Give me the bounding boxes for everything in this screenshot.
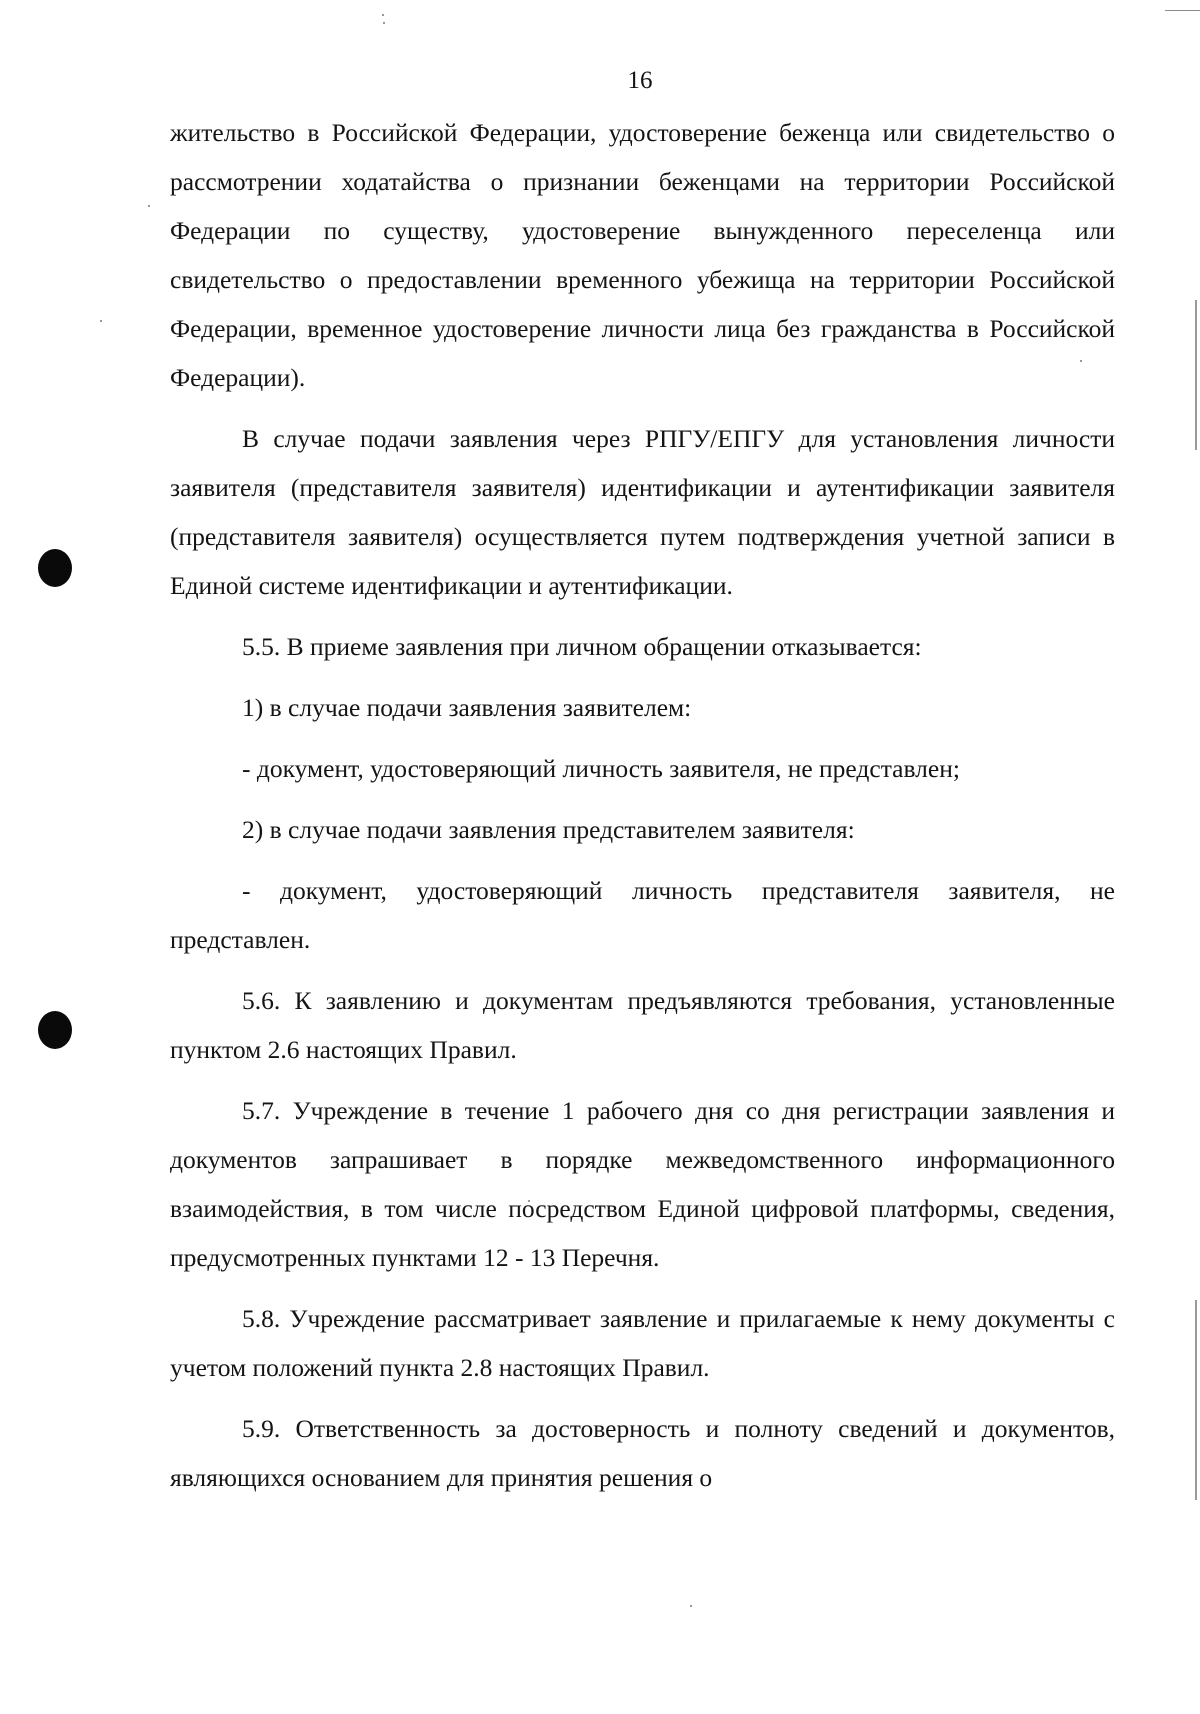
paragraph-continuation: жительство в Российской Федерации, удостоверение беженца или свидетельство о рассмотрении ходатайства о признании беженцами на территории Российской Федерации по существу, удостоверение вынужденного переселенца или свидетельство о предоставлении временного убежища на территории Российской Федерации, временное удостоверение личности лица без гражданства в Российской Федерации). <box>170 118 1115 392</box>
paragraph-5-5-item-2-detail: - документ, удостоверяющий личность представителя заявителя, не представлен. <box>170 876 1115 954</box>
scan-speck <box>383 22 385 24</box>
paragraph-5-7: 5.7. Учреждение в течение 1 рабочего дня со дня регистрации заявления и документов запрашивает в порядке межведомственного информационного взаимодействия, в том числе посредством Единой цифровой платформы, сведения, предусмотренных пунктами 12 - 13 Перечня. <box>170 1096 1115 1272</box>
scan-speck <box>690 1605 692 1607</box>
paragraph-5-5-item-2: 2) в случае подачи заявления представителем заявителя: <box>242 815 855 844</box>
scan-edge-mark-right <box>1195 1300 1197 1500</box>
scan-speck <box>148 205 150 207</box>
punch-hole <box>38 549 72 587</box>
scan-edge-mark-top <box>1165 10 1200 11</box>
paragraph-5-5-item-1: 1) в случае подачи заявления заявителем: <box>242 693 692 722</box>
paragraph-5-6: 5.6. К заявлению и документам предъявляются требования, установленные пунктом 2.6 настоящих Правил. <box>170 986 1115 1064</box>
page-number: 16 <box>627 67 653 94</box>
paragraph-5-9: 5.9. Ответственность за достоверность и полноту сведений и документов, являющихся основанием для принятия решения о <box>170 1414 1115 1492</box>
paragraph-5-8: 5.8. Учреждение рассматривает заявление и прилагаемые к нему документы с учетом положений пункта 2.8 настоящих Правил. <box>170 1304 1115 1382</box>
paragraph-5-5-item-1-detail: - документ, удостоверяющий личность заявителя, не представлен; <box>242 754 960 783</box>
scan-speck <box>382 14 384 16</box>
scan-speck <box>100 320 102 322</box>
paragraph-identification: В случае подачи заявления через РПГУ/ЕПГУ для установления личности заявителя (представителя заявителя) идентификации и аутентификации заявителя (представителя заявителя) осуществляется путем подтверждения учетной записи в Единой системе идентификации и аутентификации. <box>170 424 1115 600</box>
paragraph-5-5: 5.5. В приеме заявления при личном обращении отказывается: <box>242 632 922 661</box>
punch-hole <box>38 1011 72 1049</box>
scan-edge-mark-right <box>1195 300 1197 450</box>
document-body <box>170 108 1115 1502</box>
